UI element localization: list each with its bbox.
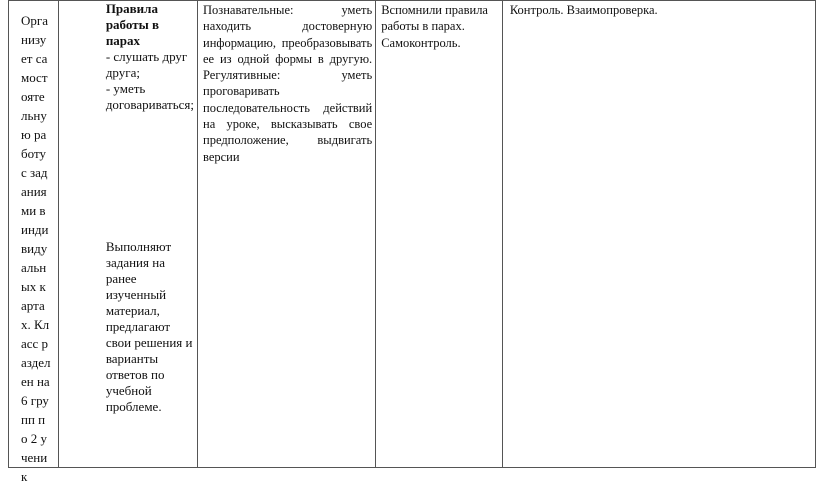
lesson-table	[8, 0, 816, 484]
table-row	[9, 1, 816, 468]
rule-item: - слушать друг друга;	[105, 49, 188, 80]
pair-work-title: Правила работы в парах	[105, 1, 160, 48]
control-cell	[502, 1, 815, 468]
result-text: Вспомнили правила работы в парах. Самоконтроль.	[381, 3, 488, 50]
control-text: Контроль. Взаимопроверка.	[509, 3, 658, 17]
student-activity-text: Выполняют задания на ранее изученный материал, предлагают свои решения и варианты ответов по учебной проблеме.	[105, 239, 193, 414]
result-cell	[376, 1, 503, 468]
uud-cell	[198, 1, 376, 468]
teacher-activity-text: Организует самостоятельную работу с заданиями в индивидуальных картах. Класс разделен на 6 групп по 2 ученик	[21, 13, 51, 484]
uud-text: Познавательные: уметь находить достоверную информацию, преобразовывать ее из одной формы в другую. Регулятивные: уметь проговаривать последовательность действий на уроке, высказывать свое предположение, выдвигать версии	[203, 3, 373, 164]
teacher-activity-cell	[9, 1, 59, 484]
student-activity-cell	[58, 1, 197, 468]
rule-item: - уметь договариваться;	[105, 81, 195, 112]
